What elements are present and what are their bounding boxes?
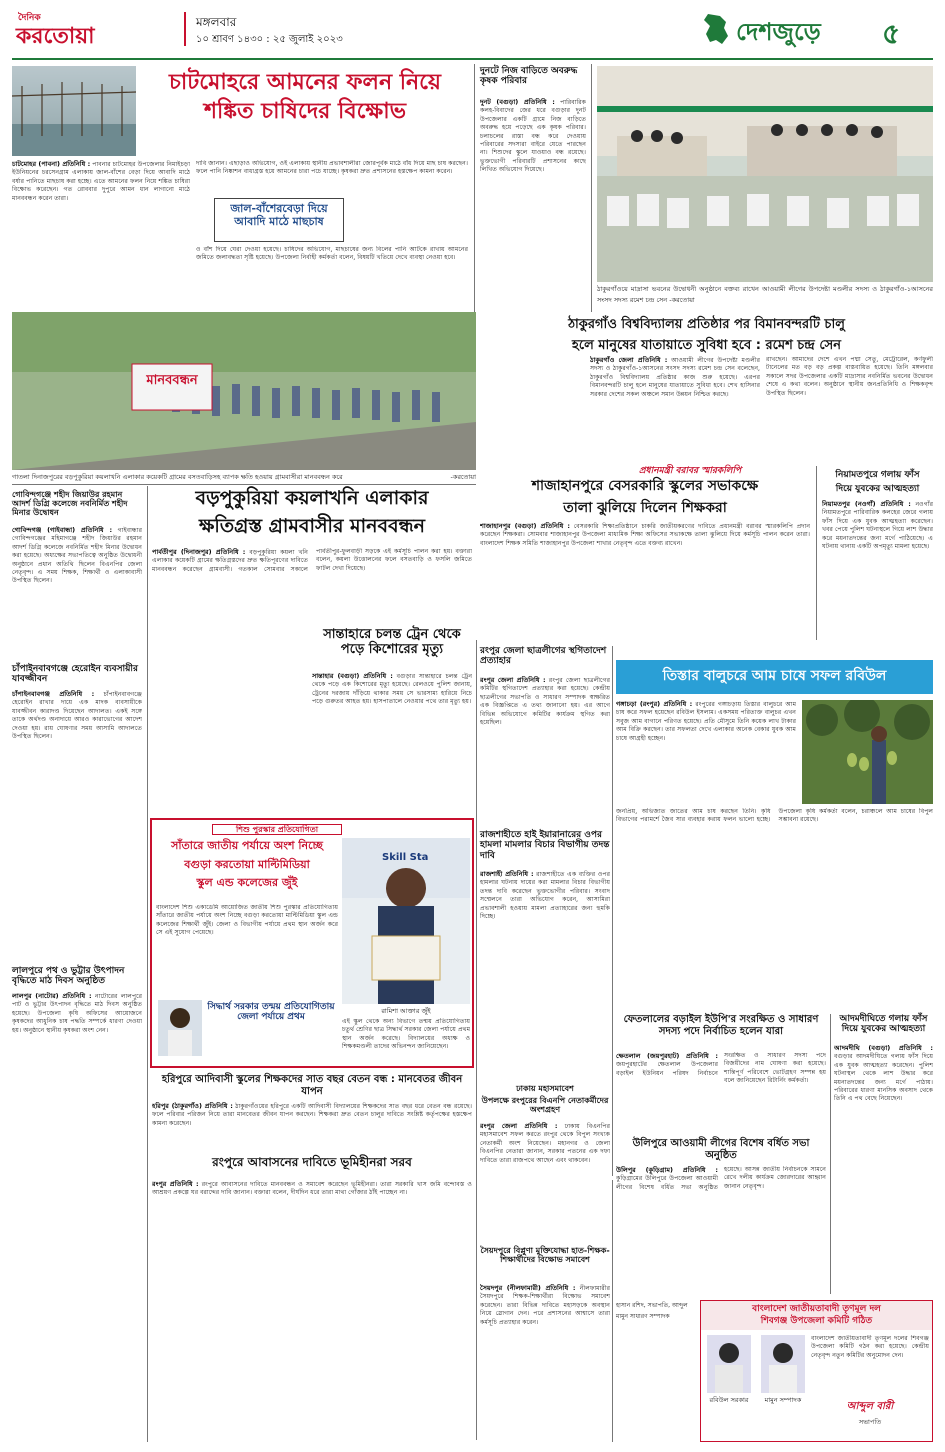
story4-headline <box>480 478 810 516</box>
story16-body <box>616 1052 826 1132</box>
divider <box>474 64 475 312</box>
story22-body <box>811 1335 929 1395</box>
story1-subhead: জাল-বাঁশেরবেড়া দিয়ে আবাদি মাঠে মাছচাষ <box>230 202 328 228</box>
story13-headline: তিস্তার বালুচরে আম চাষে সফল রবিউল <box>662 668 887 684</box>
story21-text: নীলফামারীর সৈয়দপুরে শিক্ষক-শিক্ষার্থীরা বিক্ষোভ সমাবেশ করেছেন। তারা বিভিন্ন দাবিতে মহাসড়কে অবস্থান নিয়ে স্লোগান দেন। পরে প্রশাসনের আশ্বাসে তারা কর্মসূচি প্রত্যাহার করেন। <box>480 1285 610 1326</box>
student-photo-caption: রামিশা আক্তার জুঁই <box>381 1007 431 1015</box>
story7-body <box>480 676 610 826</box>
story1-headline <box>142 70 468 125</box>
story18-text: রংপুরে আবাসনের দাবিতে মানববন্ধন ও সমাবেশ করেছেন ভূমিহীনরা। তারা সরকারি খাস জমি বন্দোবস্ত ও আশ্রয়ণ প্রকল্পে ঘর বরাদ্দের দাবি জানান। বক্তারা বলেন, দীর্ঘদিন ধরে তারা মাথা গোঁজার ঠাঁই পাচ্ছেন না। <box>152 1181 472 1197</box>
story10-headline-line1: সাঁতারে জাতীয় পর্যায়ে অংশ নিচ্ছে <box>171 839 323 852</box>
story15-byline: রংপুর জেলা প্রতিনিধি : <box>480 1122 558 1130</box>
divider <box>612 646 613 1176</box>
story16-byline: ক্ষেতলাল (জয়পুরহাট) প্রতিনিধি : <box>616 1052 718 1060</box>
person2-name: মামুন সম্পাদক <box>764 1396 802 1404</box>
student-photo <box>342 838 470 1004</box>
story22-text: বাংলাদেশ জাতীয়তাবাদী তৃণমূল দলের শিবগঞ্জ উপজেলা কমিটি গঠন করা হয়েছে। কেন্দ্রীয় নেতৃবৃন্দ নতুন কমিটির অনুমোদন দেন। <box>811 1335 929 1359</box>
person1-name: রবিউল সরকার <box>709 1396 749 1404</box>
story15-text: ঢাকায় বিএনপির মহাসমাবেশ সফল করতে রংপুর থেকে বিপুল সংখ্যক নেতাকর্মী অংশ নিয়েছেন। মহানগর ও জেলা বিএনপির নেতারা জানান, সরকার পতনের এক দফা দাবিতে তারা রাজপথে আছেন এবং থাকবেন। <box>480 1123 610 1164</box>
story9-text: বগুড়ার সান্তাহারে চলন্ত ট্রেন থেকে পড়ে এক কিশোরের মৃত্যু হয়েছে। রেলওয়ে পুলিশ জানায়, ট্রেনের দরজায় দাঁড়িয়ে থাকার সময় সে ভারসাম্য হারিয়ে নিচে পড়ে গুরুতর আহত হয়। হাসপাতালে নেওয়ার পথে তার মৃত্যু হয়। <box>312 673 472 706</box>
story19-body <box>12 992 142 1442</box>
masthead-date: ১০ শ্রাবণ ১৪৩০ : ২৫ জুলাই ২০২৩ <box>196 34 343 45</box>
story5-text: গাইবান্ধার গোবিন্দগঞ্জের মহিমাগঞ্জে শহীদ জিয়াউর রহমান আদর্শ ডিগ্রি কলেজে নবনির্মিত শহীদ মিনার উদ্বোধন করা হয়েছে। অধ্যক্ষের সভাপতিত্বে অনুষ্ঠিত উদ্বোধনী অনুষ্ঠানে প্রধান অতিথি ছিলেন বিএনপির জেলা নেতৃবৃন্দ। এ সময় শিক্ষক, শিক্ষার্থী ও এলাকাবাসী উপস্থিত ছিলেন। <box>12 527 142 585</box>
story22-box <box>700 1300 933 1442</box>
story6-headline-line1: বড়পুকুরিয়া কয়লাখনি এলাকার <box>195 487 429 509</box>
story22-headline <box>701 1301 932 1330</box>
story3-text-a: আওয়ামী লীগের উপদেষ্টা মণ্ডলীর সদস্য ও ঠাকুরগাঁও-১আসনের সংসদ সদস্য রমেশ চন্দ্র সেন বলেছেন, ঠাকুরগাঁও বিশ্ববিদ্যালয় প্রতিষ্ঠার কাজ শুরু হয়েছে। এরপর বিমানবন্দরটি চালু হলে মানুষের যাতায়াতে সুবিধা হবে। শেখ হাসিনার সরকার দেশের সকল অঞ্চলে সমান উন্নয়ন নিশ্চিত করছে। <box>590 357 760 398</box>
story7-headline: রংপুর জেলা ছাত্রলীগের স্থগিতাদেশ প্রত্যাহার <box>480 646 607 667</box>
story13-body-b <box>616 808 933 918</box>
story3-headline-line1: ঠাকুরগাঁও বিশ্ববিদ্যালয় প্রতিষ্ঠার পর বিমানবন্দরটি চালু <box>568 317 845 332</box>
story7-text: রংপুর জেলা ছাত্রলীগের কমিটির স্থগিতাদেশ প্রত্যাহার করা হয়েছে। কেন্দ্রীয় ছাত্রলীগের সভাপতি ও সাধারণ সম্পাদক স্বাক্ষরিত এক বিজ্ঞপ্তিতে এ তথ্য জানানো হয়। এর আগে বিভিন্ন অভিযোগে কমিটির কার্যক্রম স্থগিত করা হয়েছিল। <box>480 677 610 727</box>
divider <box>816 466 817 640</box>
story3-body-b <box>766 356 933 460</box>
story20-text: কুড়িগ্রামের উলিপুরে উপজেলা আওয়ামী লীগের বিশেষ বর্ধিত সভা অনুষ্ঠিত হয়েছে। আসন্ন জাতীয় নির্বাচনকে সামনে রেখে দলীয় কার্যক্রম জোরদারের আহ্বান জানান নেতৃবৃন্দ। <box>616 1166 826 1191</box>
story3-text-b: রাখছেন। আমাদের দেশে এখন পদ্মা সেতু, মেট্রোরেল, কর্ণফুলী টানেলের মত বড় বড় প্রকল্প বাস্তবায়িত হয়েছে। তিনি মঙ্গলবার সকালে সদর উপজেলার একটি মাদ্রাসার নবনির্মিত ভবনের উদ্বোধন শেষে এ কথা বলেন। অনুষ্ঠানে স্থানীয় জনপ্রতিনিধি ও শিক্ষকবৃন্দ উপস্থিত ছিলেন। <box>766 356 933 397</box>
protest-photo <box>12 312 476 470</box>
story16-headline: ফেতলালের বড়াইল ইউপি'র সংরক্ষিত ও সাধারণ সদস্য পদে নির্বাচিত হলেন যারা <box>623 1014 819 1037</box>
story10-body-b <box>342 1018 470 1064</box>
story14-headline: হরিপুরে আদিবাসী স্কুলের শিক্ষকদের সাত বছর বেতন বন্ধ : মানবেতর জীবন যাপন <box>161 1074 463 1097</box>
story9-byline: সান্তাহার (বগুড়া) প্রতিনিধি : <box>312 672 393 680</box>
story22-headline-line2: শিবগঞ্জ উপজেলা কমিটি গঠিত <box>760 1316 873 1327</box>
story1-body-a <box>12 160 190 308</box>
story13-text-b: জনপ্রিয়, অভিজাত জাতের আম চাষ করছেন তিনি। কৃষি বিভাগের পরামর্শে জৈব সার ব্যবহার করায় ফলন ভালো হচ্ছে। উপজেলা কৃষি কর্মকর্তা বলেন, চরাঞ্চলে আম চাষের বিপুল সম্ভাবনা রয়েছে। <box>616 808 933 824</box>
story1-text-c: ও বাঁশ দিয়ে ঘেরা দেওয়া হয়েছে। চাষিদের অভিযোগ, মাছচাষের জন্য বিলের পানি আটকে রাখায় আমনের জমিতে জলাবদ্ধতা সৃষ্টি হয়েছে। উপজেলা নির্বাহী কর্মকর্তা বলেন, বিষয়টি খতিয়ে দেখে ব্যবস্থা নেওয়া হবে। <box>196 246 468 262</box>
story3-headline-line2: হলে মানুষের যাতায়াতে সুবিধা হবে : রমেশ চন্দ্র সেন <box>572 337 841 353</box>
story10-small-headline: সিদ্ধার্থ সরকার তন্ময় প্রতিযোগিতায় জেলা পর্যায়ে প্রথম <box>207 1002 335 1023</box>
story15-label: ঢাকায় মহাসমাবেশ <box>516 1084 574 1093</box>
story6-body <box>152 548 472 628</box>
story17-body <box>834 1044 933 1294</box>
story1-byline: চাটমোহর (পাবনা) প্রতিনিধি : <box>12 160 91 168</box>
story17-headline: আদমদীঘিতে গলায় ফাঁস দিয়ে যুবকের আত্মহত্যা <box>839 1014 928 1035</box>
story14-text: ঠাকুরগাঁওয়ের হরিপুরে একটি আদিবাসী বিদ্যালয়ের শিক্ষকদের সাত বছর ধরে বেতন বন্ধ রয়েছে। ফলে পরিবার পরিজন নিয়ে তারা মানবেতর জীবন যাপন করছেন। শিক্ষকরা দ্রুত বেতন চালুর দাবিতে সংশ্লিষ্ট কর্তৃপক্ষের হস্তক্ষেপ কামনা করেছেন। <box>152 1103 472 1127</box>
second-student-photo <box>158 1000 202 1056</box>
story10-headline-line2: বগুড়া করতোয়া মাল্টিমিডিয়া <box>184 857 310 871</box>
story8-label: নিয়ামতপুরে গলায় ফাঁস <box>835 470 920 480</box>
story18-headline: রংপুরে আবাসনের দাবিতে ভূমিহীনরা সরব <box>212 1155 412 1169</box>
story8-text: নওগাঁর নিয়ামতপুরে পারিবারিক কলহের জেরে গলায় ফাঁস দিয়ে এক যুবক আত্মহত্যা করেছেন। খবর পেয়ে পুলিশ ঘটনাস্থলে গিয়ে লাশ উদ্ধার করে ময়নাতদন্তের জন্য মর্গে পাঠিয়েছে। এ ঘটনায় থানায় একটি অপমৃত্যু মামলা হয়েছে। <box>822 501 933 551</box>
masthead-divider <box>184 12 186 46</box>
photo1-credit: -করতোয়া <box>669 296 695 304</box>
story2-body <box>480 98 586 310</box>
story2-headline: দুনটে নিজ বাড়িতে অবরুদ্ধ কৃষক পরিবার <box>480 66 578 87</box>
photo1-caption <box>597 284 933 308</box>
story1-text-a: পাবনার চাটমোহর উপজেলার নিমাইচড়া ইউনিয়নের চরসেনগ্রাম এলাকায় জাল-বাঁশের বেড়া দিয়ে আবাদি মাঠে বর্ষার পানিতে মাছচাষ করা হচ্ছে। এতে আমনের ফলন নিয়ে শঙ্কিত চাষিরা বিক্ষোভ করেছেন। গত রোববার দুপুরে আমন ধান লাগানো মাঠে মানববন্ধন করেন তারা। <box>12 161 190 202</box>
story5-byline: গোবিন্দগঞ্জ (গাইবান্ধা) প্রতিনিধি : <box>12 526 113 534</box>
story10-label: শিশু পুরস্কার প্রতিযোগিতা <box>212 824 342 835</box>
story1-subhead-box <box>214 198 344 242</box>
boat-photo <box>12 66 136 156</box>
story10-headline-line3: স্কুল এন্ড কলেজের জুঁই <box>196 876 298 890</box>
logo: করতোয়া <box>16 24 95 49</box>
footer-role: সভাপতি <box>858 1418 882 1426</box>
story12-headline: রাজশাহীতে হাই ইয়ারানারের ওপর হামলা মামলার বিচার বিভাগীয় তদন্ত দাবি <box>480 830 610 861</box>
bangladesh-map-icon <box>702 12 730 50</box>
story15-headline: উপলক্ষে রংপুরের বিএনপি নেতাকর্মীদের অংশগ্রহণ <box>481 1096 609 1115</box>
story1-body-b <box>196 160 468 194</box>
story6-text: বড়পুকুরিয়া কয়লা খনি এলাকার কয়েকটি গ্রামের ক্ষতিগ্রস্তদের দ্রুত ক্ষতিপূরণের দাবিতে মানববন্ধন করেছেন গ্রামবাসী। গতকাল সোমবার সকালে পার্বতীপুর-ফুলবাড়ী সড়কে এই কর্মসূচি পালন করা হয়। বক্তারা বলেন, কয়লা উত্তোলনের ফলে বসতবাড়ি ও ফসলি জমিতে ফাটল দেখা দিয়েছে। <box>152 548 472 573</box>
story4-headline-line2: তালা ঝুলিয়ে দিলেন শিক্ষকরা <box>563 500 727 517</box>
story9-headline: সান্তাহারে চলন্ত ট্রেন থেকে পড়ে কিশোরের মৃত্যু <box>323 627 461 657</box>
masthead-day: মঙ্গলবার <box>196 15 237 29</box>
story2-byline: দুনট (বগুড়া) প্রতিনিধি : <box>480 98 555 106</box>
story17-text: বগুড়ার আদমদীঘিতে গলায় ফাঁস দিয়ে এক যুবক আত্মহত্যা করেছেন। পুলিশ ঘটনাস্থল থেকে লাশ উদ্ধার করে ময়নাতদন্তের জন্য মর্গে পাঠায়। পরিবারের ধারণা মানসিক অবসাদ থেকে তিনি এ পথ বেছে নিয়েছেন। <box>834 1053 933 1103</box>
story10-headline <box>156 840 338 890</box>
story8-headline: দিয়ে যুবকের আত্মহত্যা <box>835 484 920 494</box>
story3-byline: ঠাকুরগাঁও জেলা প্রতিনিধি : <box>590 356 668 364</box>
story9-body <box>312 672 472 814</box>
story4-byline: শাজাহানপুর (বগুড়া) প্রতিনিধি : <box>480 522 571 530</box>
story19-text: নাটোরের লালপুরে পাট ও ভুট্টার উৎপাদন বৃদ্ধিতে মাঠ দিবস অনুষ্ঠিত হয়েছে। উপজেলা কৃষি অফিসের আয়োজনে কৃষকদের আধুনিক চাষ পদ্ধতি সম্পর্কে ধারণা দেওয়া হয়। অনুষ্ঠানে স্থানীয় কৃষকরা অংশ নেন। <box>12 993 142 1034</box>
story10-body <box>156 904 338 992</box>
story12-body <box>480 870 610 1080</box>
story3-body-a <box>590 356 760 460</box>
event-photo <box>597 66 933 282</box>
story7-byline: রংপুর জেলা প্রতিনিধি : <box>480 676 546 684</box>
story1-headline-line2: শঙ্কিত চাষিদের বিক্ষোভ <box>203 99 407 125</box>
protest-caption <box>12 472 476 483</box>
story20-headline: উলিপুরে আওয়ামী লীগের বিশেষ বর্ধিত সভা অনুষ্ঠিত <box>632 1138 810 1161</box>
section-name: দেশজুড়ে <box>736 18 821 46</box>
story4-text: বেসরকারি শিক্ষাপ্রতিষ্ঠানে চাকরি জাতীয়করণের দাবিতে প্রধানমন্ত্রী বরাবর স্মারকলিপি প্রদান করেছেন শিক্ষকরা। সোমবার শাজাহানপুর উপজেলা মাধ্যমিক শিক্ষা অফিসের সভাকক্ষে তালা ঝুলিয়ে দিয়ে কর্মসূচি পালন করেন তারা। বাংলাদেশ শিক্ষক সমিতি শাজাহানপুর উপজেলা শাখার নেতৃবৃন্দ এতে বক্তব্য রাখেন। <box>480 523 810 547</box>
story10-text: বাংলাদেশ শিশু একাডেমি আয়োজিত জাতীয় শিশু পুরস্কার প্রতিযোগিতায় সাঁতারে জাতীয় পর্যায়ে অংশ নিচ্ছে বগুড়া করতোয়া মাল্টিমিডিয়া স্কুল এন্ড কলেজের শিক্ষার্থী জুঁই। জেলা ও বিভাগীয় পর্যায়ে প্রথম স্থান অর্জন করে সে এই সুযোগ পেয়েছে। <box>156 904 338 937</box>
story13-byline: গঙ্গাচড়া (রংপুর) প্রতিনিধি : <box>616 700 693 708</box>
divider <box>476 640 477 1440</box>
story1-body-c <box>196 246 468 308</box>
story10-text-b: এই স্কুল থেকে অন্য বিভাগে তন্ময় প্রতিযোগিতায় চতুর্থ শ্রেণির ছাত্র সিদ্ধার্থ সরকার জেলা পর্যায়ে প্রথম স্থান অর্জন করেছে। বিদ্যালয়ের অধ্যক্ষ ও শিক্ষকমণ্ডলী তাদের অভিনন্দন জানিয়েছেন। <box>342 1018 470 1051</box>
story11-body <box>12 690 142 960</box>
story20-byline: উলিপুর (কুড়িগ্রাম) প্রতিনিধি : <box>616 1166 718 1174</box>
story21-byline: সৈয়দপুর (নীলফামারী) প্রতিনিধি : <box>480 1284 576 1292</box>
story18-byline: রংপুর প্রতিনিধি : <box>152 1180 199 1188</box>
person1-photo <box>707 1335 751 1393</box>
masthead <box>12 8 933 56</box>
protest-caption-text: গাতলা দিনাজপুরের বড়পুকুরিয়া কয়লাখনি এলাকার কয়েকটি গ্রামের বসতবাড়িসহ ব্যাপক ক্ষতি হওয়ায় গ্রামবাসীরা মানববন্ধন করে <box>12 473 343 481</box>
divider <box>591 64 592 312</box>
photo1-caption-text: ঠাকুরগাঁওয়ে মাদ্রাসা ভবনের উদ্বোধনী অনুষ্ঠানে বক্তব্য রাখেন আওয়ামী লীগের উপদেষ্টা মণ্ডলীর সদস্য ও ঠাকুরগাঁও-১আসনের সংসদ সদস্য রমেশ চন্দ্র সেন <box>597 285 933 304</box>
story12-byline: রাজশাহী প্রতিনিধি : <box>480 870 534 878</box>
story1-text-b: দাবি জানান। এছাড়াও অভিযোগ, ওই এলাকায় স্থানীয় প্রভাবশালীরা জোরপূর্বক মাঠে বাঁধ দিয়ে মাছ চাষ করছেন। ফলে পানি নিষ্কাশন বাধাগ্রস্ত হয়ে আমনের চারা পচে যাচ্ছে। কৃষকরা দ্রুত প্রশাসনের হস্তক্ষেপ কামনা করেন। <box>196 160 468 176</box>
story17-byline: আদমদীঘি (বগুড়া) প্রতিনিধি : <box>834 1044 933 1052</box>
story4-headline-line1: শাজাহানপুরে বেসরকারি স্কুলের সভাকক্ষে <box>531 478 759 494</box>
story5-body <box>12 526 142 660</box>
protest-credit: -করতোয়া <box>450 473 476 481</box>
story15-body <box>480 1122 610 1242</box>
banner-text: Skill Sta <box>382 852 429 863</box>
story12-text: রাজশাহীতে এক ব্যক্তির ওপর হামলার ঘটনায় দায়ের করা মামলার বিচার বিভাগীয় তদন্ত দাবি করেছেন ভুক্তভোগীর পরিবার। সংবাদ সম্মেলনে তারা অভিযোগ করেন, আসামিরা প্রভাবশালী হওয়ায় মামলা প্রত্যাহারের জন্য হুমকি দিচ্ছে। <box>480 871 610 921</box>
footer-name: আব্দুল বারী <box>846 1401 894 1412</box>
story8-byline: নিয়ামতপুর (নওগাঁ) প্রতিনিধি : <box>822 500 911 508</box>
story6-headline <box>152 488 472 538</box>
story19-byline: লালপুর (নাটোর) প্রতিনিধি : <box>12 992 92 1000</box>
story4-body <box>480 522 810 640</box>
story21-headline: সৈয়দপুরে বিপ্লুণা মুক্তিযোদ্ধা হাত-শিক্ষক-শিক্ষার্থীদের বিক্ষোভ সমাবেশ <box>480 1246 610 1265</box>
logo-small: দৈনিক <box>18 13 41 23</box>
story2-text: পারিবারিক কলহ-বিবাদের জের ধরে বগুড়ার দুনট উপজেলার একটি গ্রামে নিজ বাড়িতে অবরুদ্ধ হয়ে পড়েছে এক কৃষক পরিবার। চলাচলের রাস্তা বন্ধ করে দেওয়ায় পরিবারের সদস্যরা বাইরে যেতে পারছেন না। শিশুদের স্কুলে যাওয়াও বন্ধ রয়েছে। ভুক্তভোগী পরিবারটি প্রশাসনের কাছে লিখিত অভিযোগ দিয়েছে। <box>480 99 586 174</box>
footer-credit: হাসান রশিদ, সভাপতি, আব্দুল মামুন সাধারণ সম্পাদক <box>616 1302 688 1320</box>
story8-body <box>822 500 933 640</box>
story14-body <box>152 1102 472 1150</box>
story6-byline: পার্বতীপুর (দিনাজপুর) প্রতিনিধি : <box>152 548 246 556</box>
story13-banner <box>616 660 933 694</box>
masthead-rule <box>12 58 933 60</box>
story16-text: জয়পুরহাটের ক্ষেতলাল উপজেলার বড়াইল ইউনিয়ন পরিষদ নির্বাচনে সংরক্ষিত ও সাধারণ সদস্য পদে বিজয়ীদের নাম ঘোষণা করা হয়েছে। শান্তিপূর্ণ পরিবেশে ভোটগ্রহণ সম্পন্ন হয় বলে জানিয়েছেন রিটার্নিং কর্মকর্তা। <box>616 1052 826 1085</box>
story18-body <box>152 1180 472 1442</box>
story4-label: প্রধানমন্ত্রী বরাবর স্মারকলিপি <box>638 466 742 476</box>
story1-headline-line1: চাটমোহরে আমনের ফলন নিয়ে <box>169 70 441 95</box>
story19-headline: লালপুরে পথ ও ভুট্টার উৎপাদন বৃদ্ধিতে মাঠ দিবস অনুষ্ঠিত <box>12 966 125 987</box>
story11-text: চাঁপাইনবাবগঞ্জে হেরোইন রাখার দায়ে এক মাদক ব্যবসায়ীকে যাবজ্জীবন কারাদণ্ড দিয়েছেন আদালত। একই সঙ্গে তাকে অর্থদণ্ড অনাদায়ে আরও কারাভোগের আদেশ দেওয়া হয়। রায় ঘোষণার সময় আসামি আদালতে উপস্থিত ছিলেন। <box>12 691 142 741</box>
story3-headline <box>480 318 933 354</box>
story10-box <box>150 818 474 1068</box>
story5-headline: গোবিন্দগঞ্জে শহীদ জিয়াউর রহমান আদর্শ ডিগ্রি কলেজে নবনির্মিত শহীদ মিনার উদ্বোধন <box>12 490 128 518</box>
story20-body <box>616 1166 826 1294</box>
divider <box>12 484 476 485</box>
story13-body-a <box>616 700 796 804</box>
mango-photo <box>802 700 933 804</box>
protest-banner: মানববন্ধন <box>146 373 198 388</box>
story11-headline: চাঁপাইনবাবগঞ্জে হেরোইন ব্যবসায়ীর যাবজ্জীবন <box>12 664 138 685</box>
page-number: ৫ <box>882 17 901 50</box>
divider <box>830 1014 831 1294</box>
story6-headline-line2: ক্ষতিগ্রস্ত গ্রামবাসীর মানববন্ধন <box>199 514 425 537</box>
story22-headline-line1: বাংলাদেশ জাতীয়তাবাদী তৃণমূল দল <box>752 1304 881 1314</box>
story21-body <box>480 1284 610 1442</box>
story11-byline: চাঁপাইনবাবগঞ্জ প্রতিনিধি : <box>12 690 95 698</box>
story13-text-a: রংপুরের গঙ্গাচড়ায় তিস্তার বালুচরে আম চাষ করে সফল হয়েছেন রবিউল ইসলাম। একসময় পরিত্যক্ত বালুচর এখন সবুজ আম বাগানে পরিণত হয়েছে। প্রতি মৌসুমে তিনি কয়েক লাখ টাকার আম বিক্রি করছেন। তার সফলতা দেখে এলাকার অনেক বেকার যুবক আম চাষে আগ্রহী হচ্ছেন। <box>616 701 796 742</box>
story14-byline: হরিপুর (ঠাকুরগাঁও) প্রতিনিধি : <box>152 1102 233 1110</box>
person2-photo <box>761 1335 805 1393</box>
divider <box>147 486 148 1442</box>
divider <box>612 1180 613 1442</box>
